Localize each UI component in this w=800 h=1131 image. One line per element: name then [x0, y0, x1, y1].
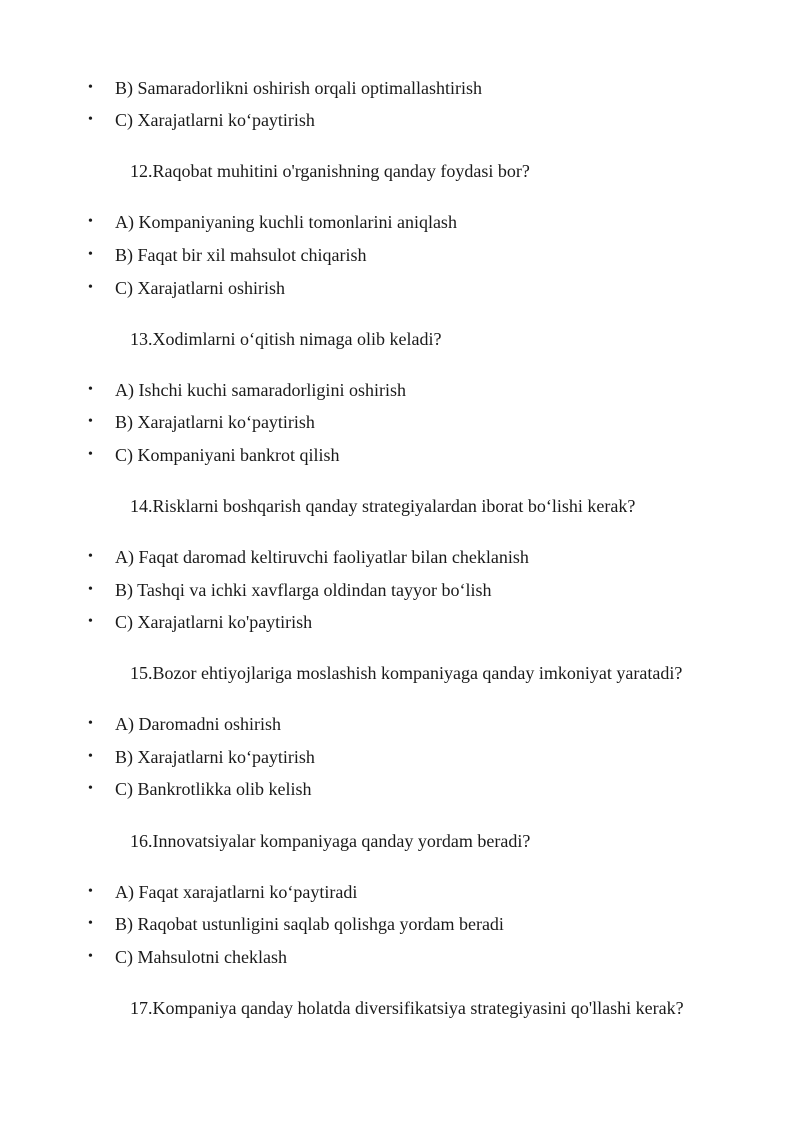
answer-option-text: A) Faqat xarajatlarni ko‘paytiradi	[115, 882, 358, 902]
bullet-icon: •	[88, 716, 93, 731]
bullet-icon: •	[88, 280, 93, 295]
bullet-icon: •	[88, 949, 93, 964]
answer-option-text: B) Xarajatlarni ko‘paytirish	[115, 412, 315, 432]
answer-option	[88, 546, 529, 568]
question-text: 12.Raqobat muhitini o'rganishning qanday foydasi bor?	[130, 161, 530, 181]
answer-option	[88, 244, 366, 266]
answer-option-text: C) Xarajatlarni ko'paytirish	[115, 612, 313, 632]
bullet-icon: •	[88, 414, 93, 429]
answer-option	[88, 611, 312, 633]
answer-option	[88, 713, 281, 735]
answer-option-text: B) Faqat bir xil mahsulot chiqarish	[115, 245, 367, 265]
bullet-icon: •	[88, 549, 93, 564]
answer-option-text: B) Tashqi va ichki xavflarga oldindan tayyor bo‘lish	[115, 580, 492, 600]
answer-option-text: B) Xarajatlarni ko‘paytirish	[115, 747, 315, 767]
answer-option	[88, 444, 339, 466]
bullet-icon: •	[88, 749, 93, 764]
answer-option-text: A) Ishchi kuchi samaradorligini oshirish	[115, 380, 406, 400]
answer-option-text: C) Kompaniyani bankrot qilish	[115, 445, 340, 465]
question-text: 16.Innovatsiyalar kompaniyaga qanday yordam beradi?	[130, 831, 531, 851]
bullet-icon: •	[88, 614, 93, 629]
question-text: 17.Kompaniya qanday holatda diversifikatsiya strategiyasini qo'llashi kerak?	[130, 998, 684, 1018]
bullet-icon: •	[88, 916, 93, 931]
answer-option	[88, 277, 285, 299]
bullet-icon: •	[88, 447, 93, 462]
answer-option-text: A) Daromadni oshirish	[115, 714, 281, 734]
question-text: 15.Bozor ehtiyojlariga moslashish kompaniyaga qanday imkoniyat yaratadi?	[130, 663, 683, 683]
answer-option-text: B) Raqobat ustunligini saqlab qolishga yordam beradi	[115, 914, 504, 934]
answer-option	[88, 778, 311, 800]
answer-option-text: C) Bankrotlikka olib kelish	[115, 779, 312, 799]
answer-option	[88, 579, 492, 601]
answer-option	[88, 109, 315, 131]
bullet-icon: •	[88, 247, 93, 262]
answer-option-text: C) Mahsulotni cheklash	[115, 947, 287, 967]
answer-option	[88, 946, 287, 968]
answer-option	[88, 913, 504, 935]
answer-option-text: A) Faqat daromad keltiruvchi faoliyatlar bilan cheklanish	[115, 547, 529, 567]
bullet-icon: •	[88, 884, 93, 899]
bullet-icon: •	[88, 382, 93, 397]
bullet-icon: •	[88, 781, 93, 796]
answer-option	[88, 881, 357, 903]
answer-option-text: B) Samaradorlikni oshirish orqali optimallashtirish	[115, 78, 482, 98]
bullet-icon: •	[88, 582, 93, 597]
answer-option	[88, 379, 406, 401]
question-text: 13.Xodimlarni o‘qitish nimaga olib keladi?	[130, 329, 442, 349]
answer-option-text: C) Xarajatlarni oshirish	[115, 278, 285, 298]
bullet-icon: •	[88, 80, 93, 95]
answer-option-text: A) Kompaniyaning kuchli tomonlarini aniqlash	[115, 212, 457, 232]
answer-option-text: C) Xarajatlarni ko‘paytirish	[115, 110, 315, 130]
bullet-icon: •	[88, 112, 93, 127]
answer-option	[88, 77, 482, 99]
answer-option	[88, 746, 315, 768]
answer-option	[88, 211, 457, 233]
answer-option	[88, 411, 315, 433]
question-text: 14.Risklarni boshqarish qanday strategiyalardan iborat bo‘lishi kerak?	[130, 496, 636, 516]
bullet-icon: •	[88, 214, 93, 229]
